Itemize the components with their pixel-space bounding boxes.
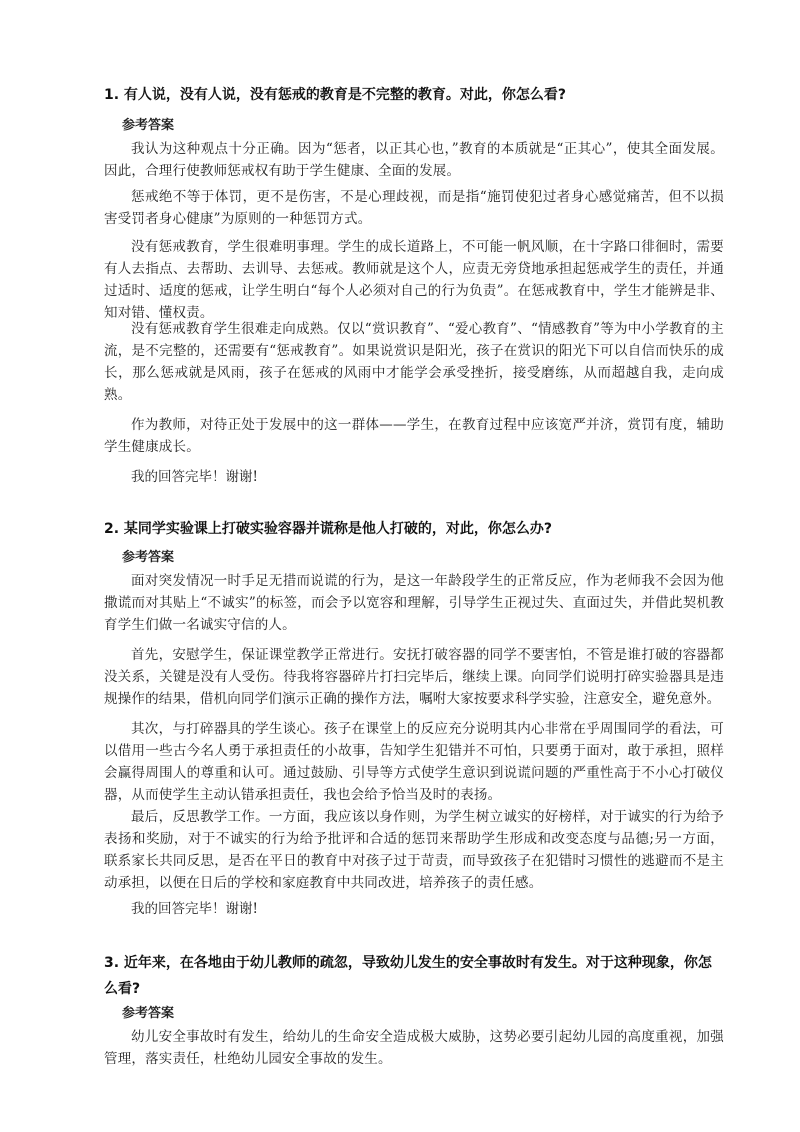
answer-paragraph: 面对突发情况一时手足无措而说谎的行为，是这一年龄段学生的正常反应，作为老师我不会因为他撒谎而对其贴上“不诚实”的标签，而会予以宽容和理解，引导学生正视过失、直面过失，并借此契机教育学生们做一名诚实守信的人。 [104, 573, 724, 633]
answer-paragraph: 最后，反思教学工作。一方面，我应该以身作则，为学生树立诚实的好榜样，对于诚实的行为给予表扬和奖励，对于不诚实的行为给予批评和合适的惩罚来帮助学生形成和改变态度与品德;另一方面，联系家长共同反思，是否在平日的教育中对孩子过于苛责，而导致孩子在犯错时习惯性的逃避而不是主动承担，以便在日后的学校和家庭教育中共同改进，培养孩子的责任感。 [104, 809, 724, 891]
answer-paragraph: 首先，安慰学生，保证课堂教学正常进行。安抚打破容器的同学不要害怕，不管是谁打破的容器都没关系，关键是没有人受伤。待我将容器碎片打扫完毕后，继续上课。向同学们说明打碎实验器具是违规操作的结果，借机向同学们演示正确的操作方法，嘱咐大家按要求科学实验，注意安全，避免意外。 [104, 647, 724, 707]
answer-paragraph: 没有惩戒教育，学生很难明事理。学生的成长道路上，不可能一帆风顺，在十字路口徘徊时，需要有人去指点、去帮助、去训导、去惩戒。教师就是这个人，应责无旁贷地承担起惩戒学生的责任，并通过适时、适度的惩戒，让学生明白“每个人必须对自己的行为负责”。在惩戒教育中，学生才能辨是非、知对错、懂权责。 [104, 239, 724, 321]
answer-paragraph: 我认为这种观点十分正确。因为“惩者，以正其心也，”教育的本质就是“正其心”，使其全面发展。因此，合理行使教师惩戒权有助于学生健康、全面的发展。 [104, 141, 724, 179]
closing-line: 我的回答完毕！谢谢! [131, 901, 258, 917]
question-heading: 2. 某同学实验课上打破实验容器并谎称是他人打破的，对此，你怎么办? [104, 521, 553, 537]
answer-paragraph: 其次，与打碎器具的学生谈心。孩子在课堂上的反应充分说明其内心非常在乎周围同学的看法，可以借用一些古今名人勇于承担责任的小故事，告知学生犯错并不可怕，只要勇于面对，敢于承担，照样会赢得周围人的尊重和认可。通过鼓励、引导等方式使学生意识到说谎问题的严重性高于不小心打破仪器，从而使学生主动认错承担责任，我也会给予恰当及时的表扬。 [104, 721, 724, 803]
question-heading: 3. 近年来，在各地由于幼儿教师的疏忽，导致幼儿发生的安全事故时有发生。对于这种现象，你怎么看? [104, 955, 712, 997]
closing-line: 我的回答完毕！谢谢! [131, 469, 258, 485]
answer-label: 参考答案 [122, 1006, 175, 1021]
answer-paragraph: 没有惩戒教育学生很难走向成熟。仅以“赏识教育”、“爱心教育”、“情感教育”等为中小学教育的主流，是不完整的，还需要有“惩戒教育”。如果说赏识是阳光，孩子在赏识的阳光下可以自信而快乐的成长，那么惩戒就是风雨，孩子在惩戒的风雨中才能学会承受挫折，接受磨练，从而超越自我，走向成熟。 [104, 321, 724, 403]
answer-label: 参考答案 [122, 118, 175, 133]
answer-label: 参考答案 [122, 550, 175, 565]
question-heading: 1. 有人说，没有人说，没有惩戒的教育是不完整的教育。对此，你怎么看? [104, 87, 567, 103]
answer-paragraph: 作为教师，对待正处于发展中的这一群体——学生，在教育过程中应该宽严并济，赏罚有度，辅助学生健康成长。 [104, 417, 724, 455]
answer-paragraph: 幼儿安全事故时有发生，给幼儿的生命安全造成极大威胁，这势必要引起幼儿园的高度重视，加强管理，落实责任，杜绝幼儿园安全事故的发生。 [104, 1029, 724, 1067]
answer-paragraph: 惩戒绝不等于体罚，更不是伤害，不是心理歧视，而是指“施罚使犯过者身心感觉痛苦，但不以损害受罚者身心健康”为原则的一种惩罚方式。 [104, 189, 724, 227]
